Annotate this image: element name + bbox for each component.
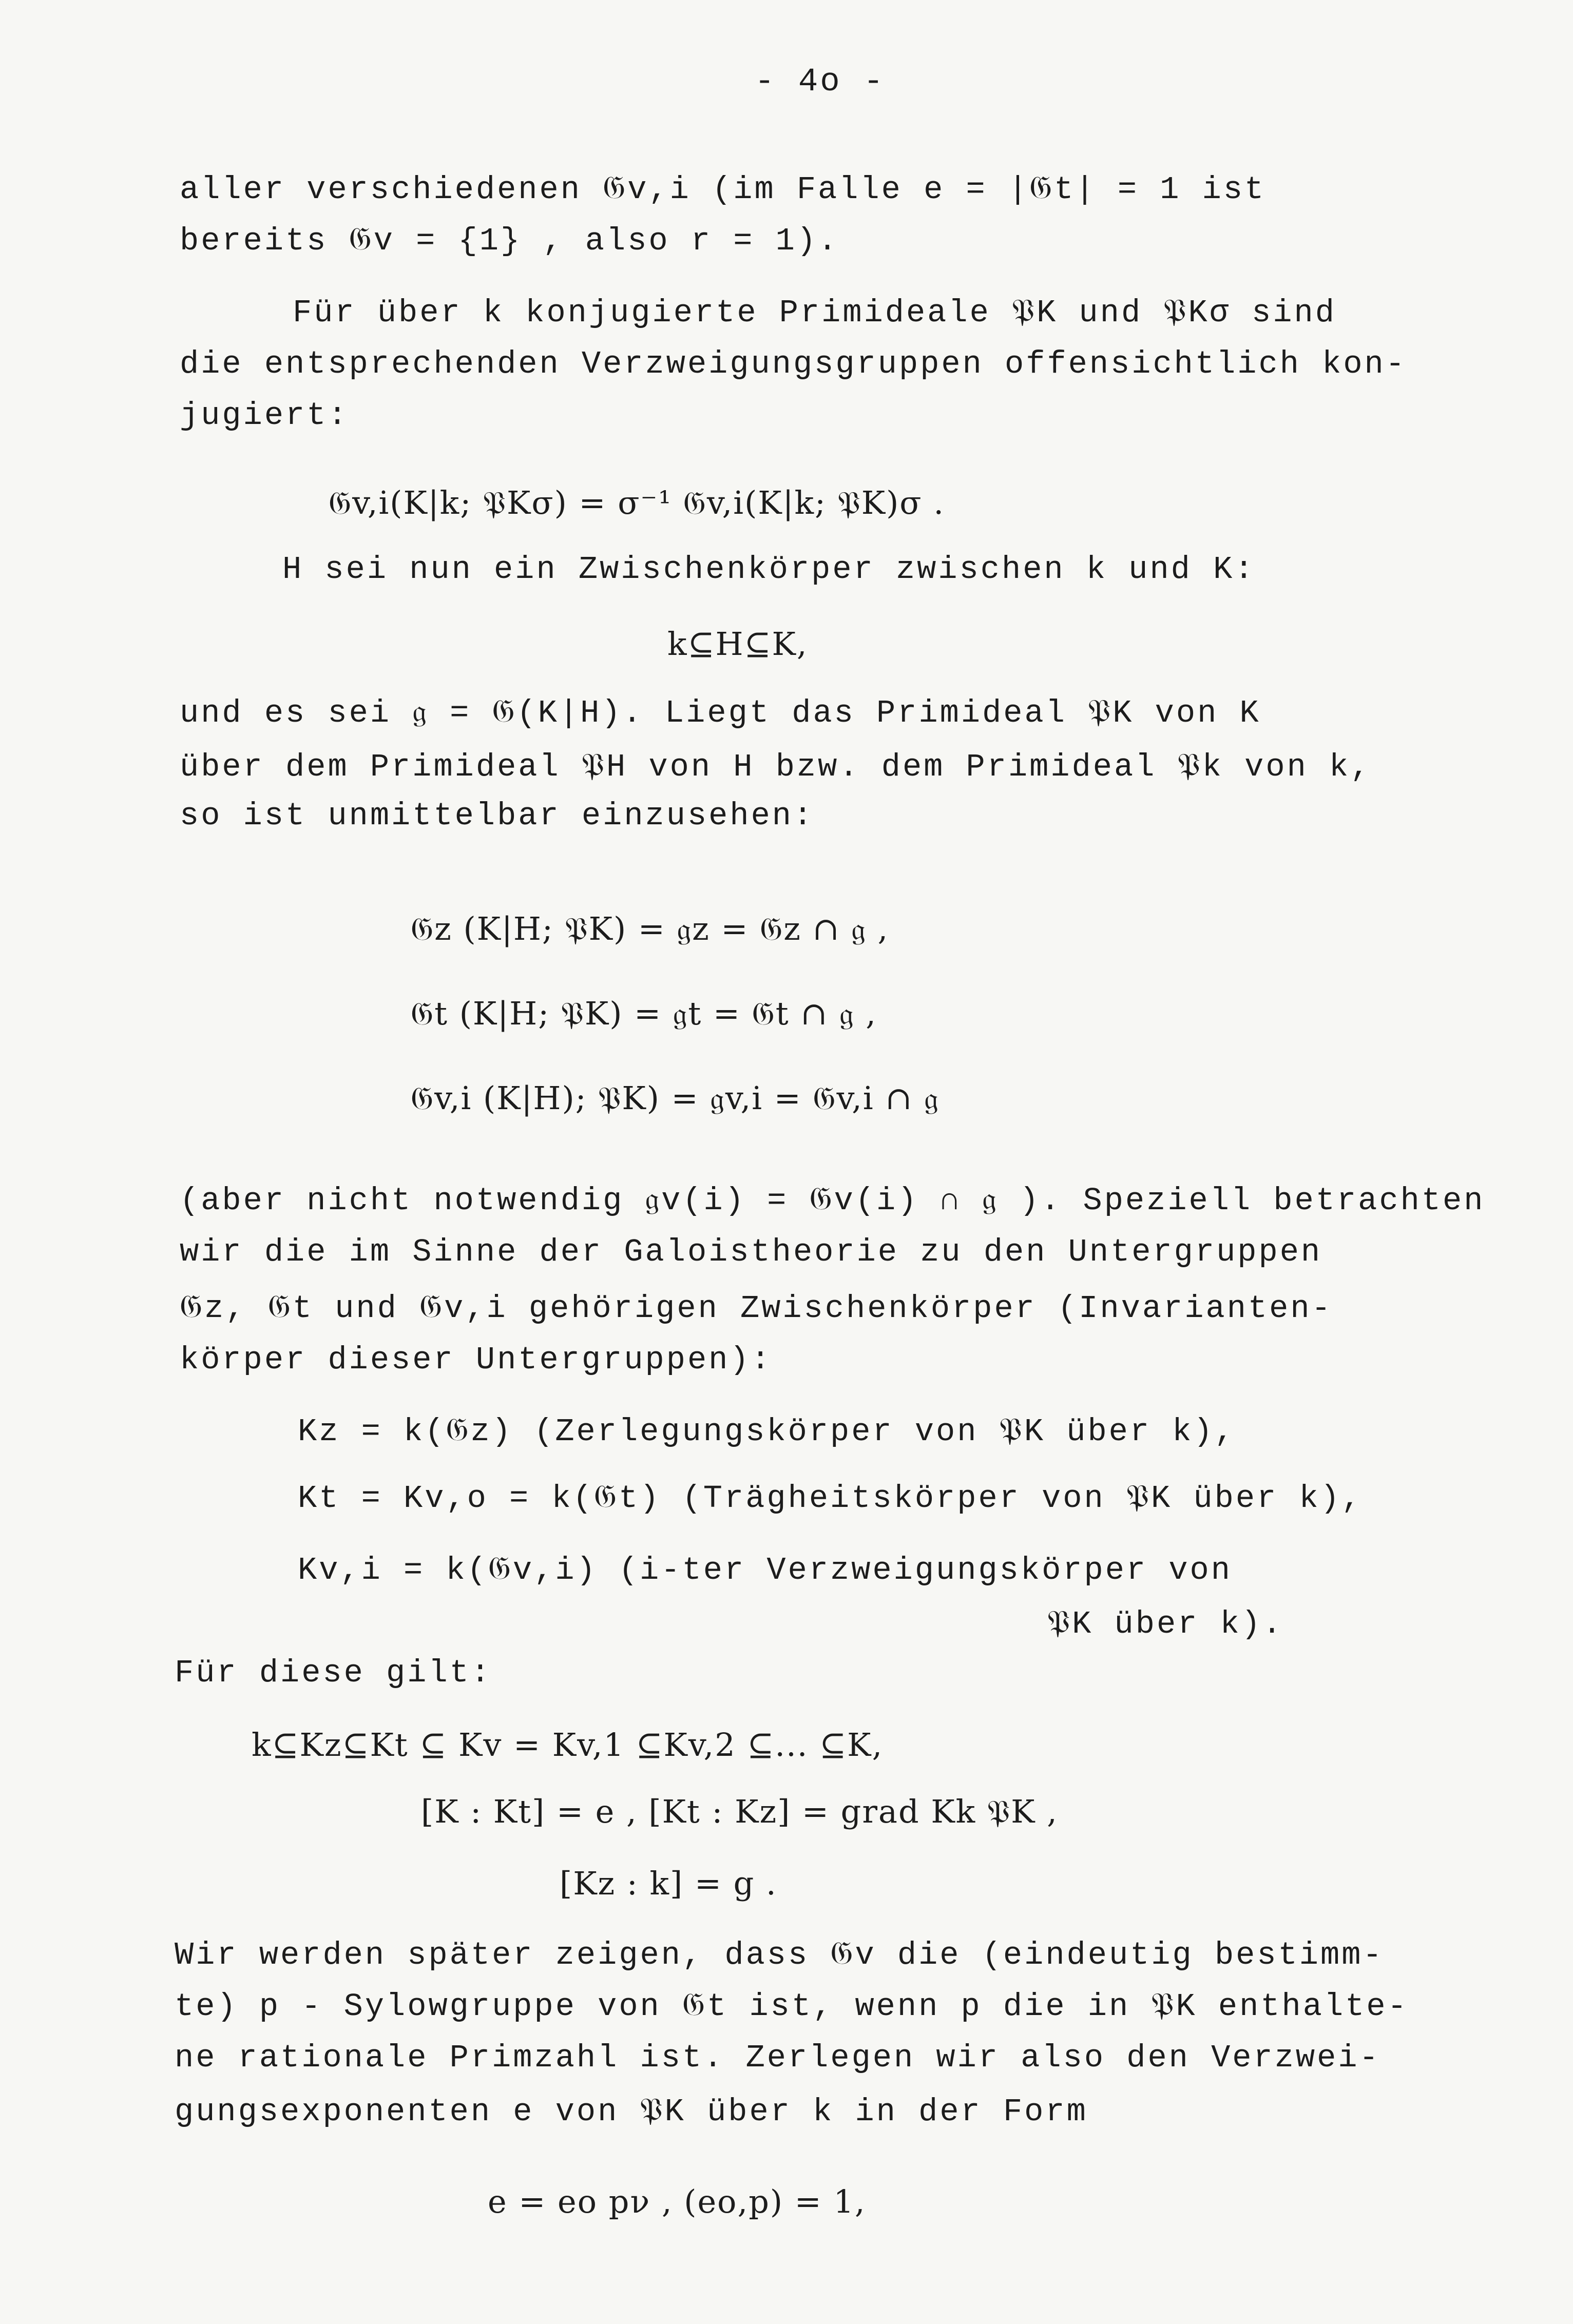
text-line: (aber nicht notwendig 𝔤v(i) = 𝔊v(i) ∩ 𝔤 ). Speziell betrachten bbox=[180, 1183, 1485, 1219]
text-line: jugiert: bbox=[180, 397, 349, 434]
text-line: Kz = k(𝔊z) (Zerlegungskörper von 𝔓K über k), bbox=[298, 1413, 1236, 1450]
text-line: Kv,i = k(𝔊v,i) (i-ter Verzweigungskörper von bbox=[298, 1552, 1232, 1589]
formula-line: 𝔊v,i(K|k; 𝔓Kσ) = σ⁻¹ 𝔊v,i(K|k; 𝔓K)σ . bbox=[329, 484, 945, 521]
text-line: wir die im Sinne der Galoistheorie zu den Untergruppen bbox=[180, 1234, 1322, 1270]
formula-line: [K : Kt] = e , [Kt : Kz] = grad Kk 𝔓K , bbox=[421, 1793, 1058, 1830]
text-line: 𝔓K über k). bbox=[1047, 1606, 1284, 1642]
text-line: 𝔊z, 𝔊t und 𝔊v,i gehörigen Zwischenkörper (Invarianten- bbox=[180, 1290, 1333, 1327]
text-line: körper dieser Untergruppen): bbox=[180, 1342, 772, 1378]
text-line: Für über k konjugierte Primideale 𝔓K und 𝔓Kσ sind bbox=[293, 295, 1336, 331]
text-line: und es sei 𝔤 = 𝔊(K|H). Liegt das Primideal 𝔓K von K bbox=[180, 695, 1261, 731]
formula-line: k⊆H⊆K, bbox=[667, 625, 808, 663]
formula-line: [Kz : k] = g . bbox=[560, 1865, 777, 1902]
formula-line: e = eo pν , (eo,p) = 1, bbox=[488, 2183, 866, 2220]
text-line: Wir werden später zeigen, dass 𝔊v die (eindeutig bestimm- bbox=[175, 1937, 1384, 1973]
text-line: über dem Primideal 𝔓H von H bzw. dem Primideal 𝔓k von k, bbox=[180, 749, 1372, 785]
text-line: bereits 𝔊v = {1} , also r = 1). bbox=[180, 223, 839, 259]
text-line: Für diese gilt: bbox=[175, 1655, 492, 1691]
text-line: te) p - Sylowgruppe von 𝔊t ist, wenn p die in 𝔓K enthalte- bbox=[175, 1988, 1409, 2025]
text-line: H sei nun ein Zwischenkörper zwischen k und K: bbox=[282, 551, 1256, 588]
text-line: aller verschiedenen 𝔊v,i (im Falle e = |𝔊t| = 1 ist bbox=[180, 171, 1266, 208]
text-line: gungsexponenten e von 𝔓K über k in der Form bbox=[175, 2094, 1088, 2130]
formula-line: 𝔊v,i (K|H); 𝔓K) = 𝔤v,i = 𝔊v,i ∩ 𝔤 bbox=[411, 1079, 939, 1117]
formula-line: k⊆Kz⊆Kt ⊆ Kv = Kv,1 ⊆Kv,2 ⊆... ⊆K, bbox=[252, 1726, 884, 1764]
text-line: die entsprechenden Verzweigungsgruppen offensichtlich kon- bbox=[180, 346, 1407, 382]
text-line: so ist unmittelbar einzusehen: bbox=[180, 798, 815, 834]
formula-line: 𝔊z (K|H; 𝔓K) = 𝔤z = 𝔊z ∩ 𝔤 , bbox=[411, 910, 889, 947]
text-line: Kt = Kv,o = k(𝔊t) (Trägheitskörper von 𝔓K über k), bbox=[298, 1480, 1363, 1517]
page-number: - 4o - bbox=[755, 64, 886, 101]
formula-line: 𝔊t (K|H; 𝔓K) = 𝔤t = 𝔊t ∩ 𝔤 , bbox=[411, 995, 877, 1032]
text-line: ne rationale Primzahl ist. Zerlegen wir also den Verzwei- bbox=[175, 2040, 1380, 2076]
